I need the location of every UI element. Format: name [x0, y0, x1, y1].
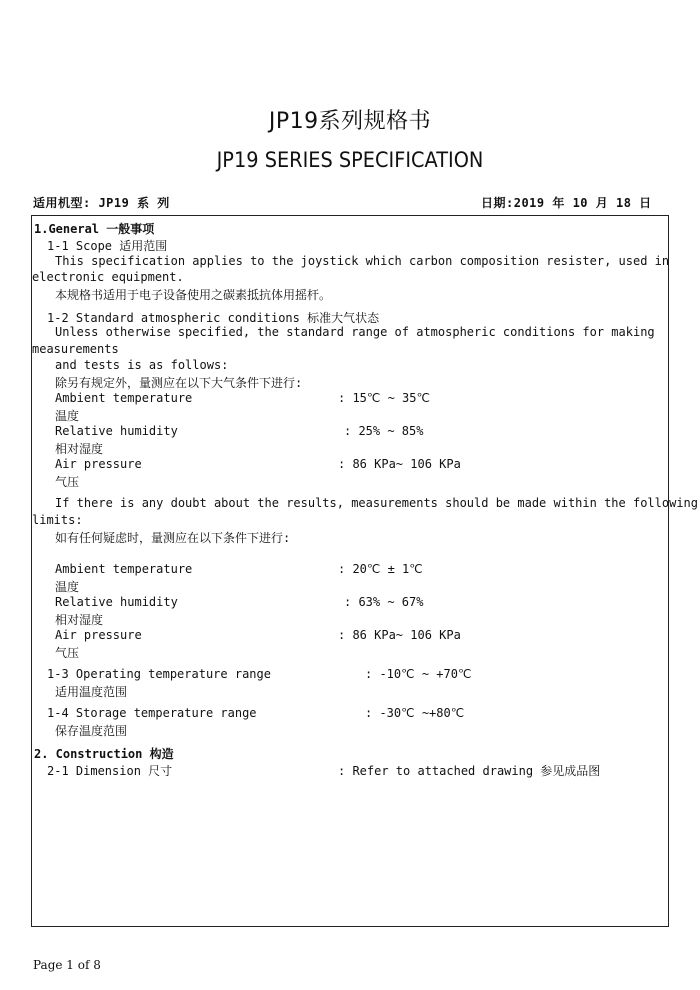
humidity-cn: 相对湿度 [55, 442, 104, 456]
section-general-heading: 1.General 一般事项 [34, 222, 155, 236]
title-chinese: JP19系列规格书 [268, 109, 432, 134]
humidity-cn-2: 相对湿度 [55, 613, 104, 627]
air-pressure-label: Air pressure [55, 457, 142, 471]
humidity-value-2: : 63% ~ 67% [344, 595, 424, 609]
atm-heading: 1-2 Standard atmospheric conditions 标准大气状态 [47, 311, 380, 325]
operating-temp-label: 1-3 Operating temperature range [47, 667, 271, 681]
storage-temp-value: : -30℃ ~+80℃ [365, 706, 465, 720]
ambient-temp-label: Ambient temperature [55, 391, 193, 405]
date-line: 日期:2019 年 10 月 18 日 [481, 196, 652, 210]
atm-text-3: and tests is as follows: [55, 358, 229, 372]
scope-heading: 1-1 Scope 适用范围 [47, 239, 168, 253]
ambient-temp-label-2: Ambient temperature [55, 562, 193, 576]
scope-text-2: electronic equipment. [32, 270, 184, 284]
operating-temp-value: : -10℃ ~ +70℃ [365, 667, 472, 681]
air-pressure-cn-2: 气压 [55, 646, 80, 660]
doubt-text-2: limits: [32, 513, 83, 527]
dimension-label: 2-1 Dimension 尺寸 [47, 764, 173, 778]
page-footer: Page 1 of 8 [33, 958, 101, 972]
ambient-temp-cn: 温度 [55, 409, 80, 423]
atm-text-2: measurements [32, 342, 119, 356]
dimension-value: : Refer to attached drawing 参见成品图 [338, 764, 601, 778]
humidity-label-2: Relative humidity [55, 595, 178, 609]
humidity-value: : 25% ~ 85% [344, 424, 424, 438]
humidity-label: Relative humidity [55, 424, 178, 438]
model-line: 适用机型: JP19 系 列 [33, 196, 170, 210]
storage-temp-cn: 保存温度范围 [55, 724, 128, 738]
atm-text-cn: 除另有规定外，量测应在以下大气条件下进行: [55, 376, 303, 390]
atm-text-1: Unless otherwise specified, the standard range of atmospheric conditions for making [55, 325, 655, 339]
air-pressure-value: : 86 KPa~ 106 KPa [338, 457, 461, 471]
doubt-text-cn: 如有任何疑虑时，量测应在以下条件下进行: [55, 531, 291, 545]
operating-temp-cn: 适用温度范围 [55, 685, 128, 699]
section-construction-heading: 2. Construction 构造 [34, 747, 174, 761]
doubt-text-1: If there is any doubt about the results, measurements should be made within the following [55, 496, 698, 510]
air-pressure-value-2: : 86 KPa~ 106 KPa [338, 628, 461, 642]
air-pressure-cn: 气压 [55, 475, 80, 489]
ambient-temp-value: : 15℃ ~ 35℃ [338, 391, 430, 405]
ambient-temp-cn-2: 温度 [55, 580, 80, 594]
scope-text-1: This specification applies to the joystick which carbon composition resister, used in [55, 254, 670, 268]
storage-temp-label: 1-4 Storage temperature range [47, 706, 257, 720]
air-pressure-label-2: Air pressure [55, 628, 142, 642]
title-english: JP19 SERIES SPECIFICATION [216, 148, 484, 172]
scope-text-cn: 本规格书适用于电子设备使用之碳素抵抗体用摇杆。 [55, 288, 332, 302]
ambient-temp-value-2: : 20℃ ± 1℃ [338, 562, 423, 576]
spec-box [31, 215, 698, 927]
